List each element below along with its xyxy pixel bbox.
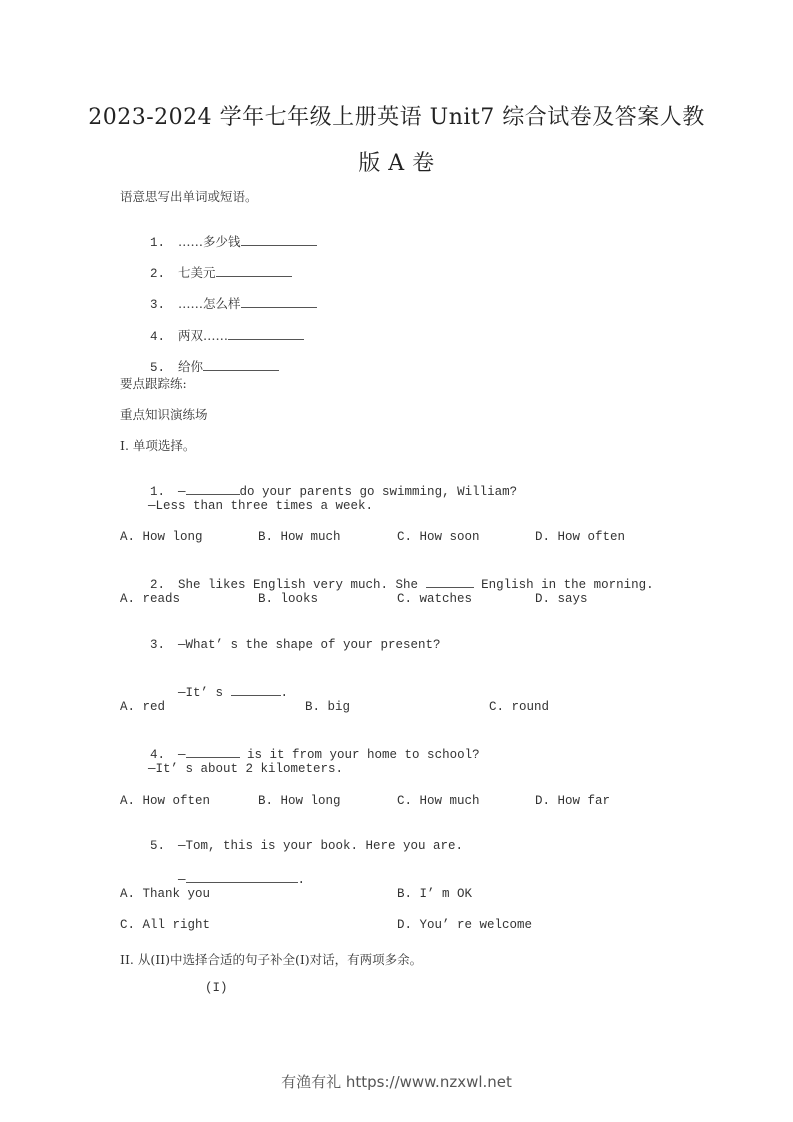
- item-number: 3.: [150, 298, 166, 312]
- q2-option-b[interactable]: B. looks: [258, 592, 319, 606]
- answer-blank[interactable]: [228, 327, 304, 340]
- dash: —: [178, 873, 186, 887]
- q1-option-a[interactable]: A. How long: [120, 530, 203, 544]
- vocab-prompt: ……多少钱: [178, 234, 241, 249]
- question-text: is it from your home to school?: [239, 748, 480, 762]
- q3-option-b[interactable]: B. big: [305, 700, 351, 714]
- q1-option-d[interactable]: D. How often: [535, 530, 626, 544]
- answer-blank[interactable]: [241, 295, 317, 308]
- q4-option-b[interactable]: B. How long: [258, 794, 341, 808]
- practice-heading: 要点跟踪练:: [120, 376, 187, 391]
- q4-option-d[interactable]: D. How far: [535, 794, 611, 808]
- question-text: do your parents go swimming, William?: [239, 485, 518, 499]
- item-number: 5.: [150, 361, 166, 375]
- question-text: English in the morning.: [473, 578, 654, 592]
- section-2-sub-label: (I): [205, 981, 228, 995]
- q5-option-c[interactable]: C. All right: [120, 918, 211, 932]
- response-text: —It’ s: [178, 686, 231, 700]
- section-1-heading: I. 单项选择。: [120, 438, 196, 453]
- answer-blank[interactable]: [186, 870, 298, 883]
- question-3: [120, 624, 441, 666]
- dash: —: [178, 485, 186, 499]
- document-title-line-1: 2023-2024 学年七年级上册英语 Unit7 综合试卷及答案人教: [88, 105, 705, 130]
- vocab-prompt: 七美元: [178, 265, 216, 280]
- answer-blank[interactable]: [231, 683, 281, 696]
- q5-option-b[interactable]: B. I’ m OK: [397, 887, 473, 901]
- period: .: [297, 873, 306, 887]
- answer-blank[interactable]: [186, 745, 240, 758]
- q4-option-a[interactable]: A. How often: [120, 794, 211, 808]
- question-1-response: —Less than three times a week.: [148, 499, 374, 513]
- question-number: 3.: [150, 638, 166, 652]
- question-number: 5.: [150, 839, 166, 853]
- question-number: 2.: [150, 578, 166, 592]
- q2-option-a[interactable]: A. reads: [120, 592, 181, 606]
- question-4-response: —It’ s about 2 kilometers.: [148, 762, 344, 776]
- focus-heading: 重点知识演练场: [120, 407, 208, 422]
- question-number: 4.: [150, 748, 166, 762]
- answer-blank[interactable]: [186, 482, 240, 495]
- question-number: 1.: [150, 485, 166, 499]
- vocab-prompt: 两双……: [178, 328, 229, 343]
- answer-blank[interactable]: [203, 358, 279, 371]
- q3-option-a[interactable]: A. red: [120, 700, 166, 714]
- question-text: She likes English very much. She: [178, 578, 426, 592]
- q4-option-c[interactable]: C. How much: [397, 794, 480, 808]
- vocab-heading: 语意思写出单词或短语。: [120, 189, 258, 204]
- q1-option-b[interactable]: B. How much: [258, 530, 341, 544]
- answer-blank[interactable]: [426, 575, 474, 588]
- q5-option-a[interactable]: A. Thank you: [120, 887, 211, 901]
- q3-option-c[interactable]: C. round: [489, 700, 550, 714]
- section-2-heading: II. 从(II)中选择合适的句子补全(I)对话，有两项多余。: [120, 952, 423, 967]
- vocab-prompt: 给你: [178, 359, 204, 374]
- question-text: —What’ s the shape of your present?: [178, 638, 441, 652]
- vocab-prompt: ……怎么样: [178, 296, 241, 311]
- item-number: 1.: [150, 236, 166, 250]
- document-title-line-2: 版 A 卷: [358, 151, 435, 176]
- answer-blank[interactable]: [216, 264, 292, 277]
- answer-blank[interactable]: [241, 233, 317, 246]
- period: .: [280, 686, 289, 700]
- q1-option-c[interactable]: C. How soon: [397, 530, 480, 544]
- item-number: 2.: [150, 267, 166, 281]
- dash: —: [178, 748, 186, 762]
- q2-option-c[interactable]: C. watches: [397, 592, 473, 606]
- q5-option-d[interactable]: D. You’ re welcome: [397, 918, 533, 932]
- question-text: —Tom, this is your book. Here you are.: [178, 839, 464, 853]
- item-number: 4.: [150, 330, 166, 344]
- footer-watermark: 有渔有礼 https://www.nzxwl.net: [281, 1073, 512, 1091]
- q2-option-d[interactable]: D. says: [535, 592, 588, 606]
